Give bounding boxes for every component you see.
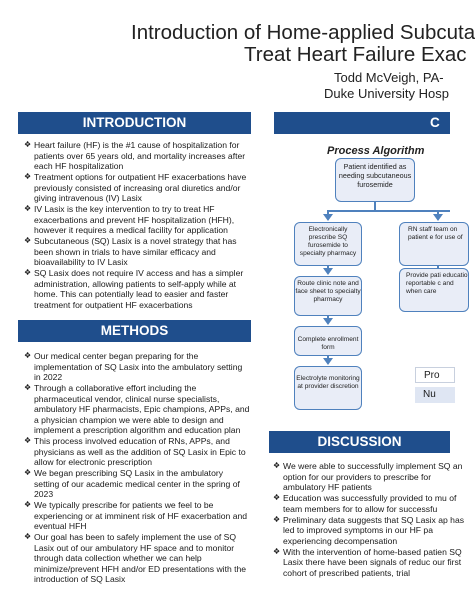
title-line-1: Introduction of Home-applied Subcuta	[131, 21, 475, 44]
diamond-bullet-icon: ❖	[273, 546, 281, 556]
list-item: ❖ IV Lasix is the key intervention to try to treat HF exacerbations and prevent HF hospitalization (HFH), however it requires a medical facility for application	[24, 204, 235, 235]
list-item: ❖ Through a collaborative effort including the pharmaceutical vendor, clinical nurse specialists, ambulatory HF pharmacists, Epic champions, APPs, and a physician champion we were able to design and implement a prescription algorithm and education plan	[24, 383, 250, 435]
algorithm-step-box: Route clinic note and face sheet to specialty pharmacy	[294, 276, 362, 316]
diamond-bullet-icon: ❖	[24, 532, 32, 541]
diamond-bullet-icon: ❖	[24, 236, 32, 245]
arrow-down-icon	[323, 268, 333, 275]
author-block	[320, 70, 450, 102]
list-item: ❖ Education was successfully provided to mu of team members for to allow for successfu	[273, 493, 457, 514]
diamond-bullet-icon: ❖	[24, 172, 32, 181]
discussion-heading: DISCUSSION	[269, 431, 450, 453]
list-item: ❖ Our goal has been to safely implement the use of SQ Lasix out of our ambulatory HF space and to monitor through data collection whether we can help minimize/prevent HFH and/or ED presentations with the introduction of SQ Lasix	[24, 532, 247, 584]
introduction-heading: INTRODUCTION	[18, 112, 251, 134]
title-line-2: Treat Heart Failure Exac	[244, 43, 467, 66]
list-item: ❖ Treatment options for outpatient HF exacerbations have previously consisted of increasing oral diuretics and/or giving intravenous (IV) Lasix	[24, 172, 247, 203]
right-column-heading	[274, 112, 450, 134]
list-item: ❖ We began prescribing SQ Lasix in the ambulatory setting of our academic medical center in the spring of 2023	[24, 468, 240, 499]
arrow-down-icon	[433, 214, 443, 221]
legend-item: Nu	[415, 387, 455, 403]
diamond-bullet-icon: ❖	[24, 204, 32, 213]
algorithm-step-box: RN staff team on patient e for use of	[399, 222, 469, 266]
algorithm-title: Process Algorithm	[327, 145, 425, 157]
diamond-bullet-icon: ❖	[24, 436, 32, 445]
diamond-bullet-icon: ❖	[24, 140, 32, 149]
list-item: ❖ This process involved education of RNs, APPs, and physicians as well as the addition of SQ Lasix in Epic to allow for electronic prescription	[24, 436, 246, 467]
list-item: ❖ Preliminary data suggests that SQ Lasix ap has led to improved symptoms in our HF pa experiencing decompensation	[273, 514, 465, 546]
list-item: ❖ We were able to successfully implement SQ an option for our providers to prescribe for ambulatory HF patients	[273, 461, 463, 492]
diamond-bullet-icon: ❖	[273, 461, 281, 470]
author-affiliation: Duke University Hosp	[324, 86, 449, 101]
arrow-down-icon	[323, 358, 333, 365]
algorithm-step-box: Provide pati educatio reportable c and when care	[399, 268, 469, 312]
list-item: ❖ Heart failure (HF) is the #1 cause of hospitalization for patients over 65 years old, and mortality increases after each HF hospitalization	[24, 140, 246, 171]
diamond-bullet-icon: ❖	[24, 383, 32, 392]
list-item: ❖ SQ Lasix does not require IV access and has a simpler administration, allowing patients to self-apply while at home. This can potentially lead to easier and faster treatment for outpatient HF exacerbations	[24, 268, 244, 310]
diamond-bullet-icon: ❖	[24, 268, 32, 277]
legend-item: Pro	[415, 367, 455, 383]
methods-list	[24, 351, 250, 585]
list-item: ❖ With the intervention of home-based patien SQ Lasix there have been signals of reduc our first cohort of prescribed patients, trial	[273, 546, 462, 578]
discussion-list	[273, 461, 473, 586]
author-name: Todd McVeigh, PA-	[334, 70, 444, 85]
diamond-bullet-icon: ❖	[273, 514, 281, 524]
list-item: ❖ Subcutaneous (SQ) Lasix is a novel strategy that has been shown in trials to have similar efficacy and bioavailability to IV Lasix	[24, 236, 237, 267]
diamond-bullet-icon: ❖	[24, 468, 32, 477]
process-algorithm	[287, 140, 468, 415]
arrow-down-icon	[323, 214, 333, 221]
algorithm-step-box: Complete enrollment form	[294, 326, 362, 356]
algorithm-start-box: Patient identified as needing subcutaneous furosemide	[335, 158, 415, 202]
list-item: ❖ We typically prescribe for patients we feel to be experiencing or at imminent risk of HF exacerbation and eventual HFH	[24, 500, 248, 531]
diamond-bullet-icon: ❖	[24, 351, 32, 360]
poster-title	[0, 21, 475, 66]
arrow-down-icon	[323, 318, 333, 325]
list-item: ❖ Our medical center began preparing for the implementation of SQ Lasix into the ambulatory setting in 2022	[24, 351, 243, 382]
algorithm-step-box: Electrolyte monitoring at provider discretion	[294, 366, 362, 410]
diamond-bullet-icon: ❖	[24, 500, 32, 509]
diamond-bullet-icon: ❖	[273, 493, 281, 502]
right-column-heading-text: C	[430, 115, 440, 130]
branch-line	[327, 210, 450, 212]
methods-heading: METHODS	[18, 320, 251, 342]
introduction-list	[24, 140, 250, 311]
algorithm-step-box: Electronically prescribe SQ furosemide to specialty pharmacy	[294, 222, 362, 266]
